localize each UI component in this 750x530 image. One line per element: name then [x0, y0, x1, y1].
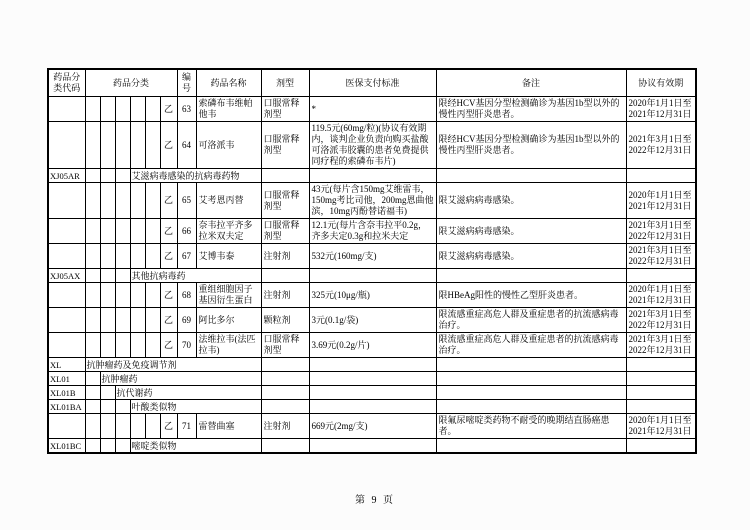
cell-period: 2020年1月1日至2021年12月31日 — [626, 283, 696, 308]
section-label: 抗肿瘤药及免疫调节剂 — [85, 358, 261, 372]
cell-period: 2021年3月1日至2022年12月31日 — [626, 122, 696, 169]
cell-empty — [261, 372, 309, 386]
cell-empty — [436, 269, 626, 283]
cell-number: 67 — [177, 244, 196, 269]
cell-list-type: 乙 — [160, 219, 177, 244]
cell-class-code — [48, 183, 85, 219]
cell-class-code — [48, 414, 85, 439]
cell-class-code — [48, 308, 85, 333]
cell-empty — [309, 169, 436, 183]
cell-empty — [100, 219, 115, 244]
drug-row — [48, 283, 696, 308]
cell-empty — [145, 244, 160, 269]
cell-class-code: XJ05AR — [48, 169, 85, 183]
header-note: 备注 — [436, 69, 626, 97]
cell-class-code — [48, 283, 85, 308]
cell-class-code: XL01B — [48, 386, 85, 400]
cell-list-type: 乙 — [160, 244, 177, 269]
category-section-row — [48, 358, 696, 372]
cell-class-code: XL01BA — [48, 400, 85, 414]
cell-note: 限艾滋病病毒感染。 — [436, 183, 626, 219]
cell-number: 66 — [177, 219, 196, 244]
header-agreement-period: 协议有效期 — [626, 69, 696, 97]
cell-empty — [115, 169, 130, 183]
cell-empty — [130, 414, 145, 439]
cell-empty — [85, 219, 100, 244]
cell-empty — [145, 183, 160, 219]
cell-empty — [261, 386, 309, 400]
cell-period: 2021年3月1日至2022年12月31日 — [626, 219, 696, 244]
cell-dosage-form: 口服常释剂型 — [261, 122, 309, 169]
cell-empty — [436, 372, 626, 386]
cell-empty — [261, 358, 309, 372]
cell-empty — [261, 169, 309, 183]
cell-empty — [130, 244, 145, 269]
cell-dosage-form: 注射剂 — [261, 244, 309, 269]
cell-empty — [115, 219, 130, 244]
cell-empty — [130, 183, 145, 219]
cell-payment-standard: 3.69元(0.2g/片) — [309, 333, 436, 358]
cell-empty — [115, 244, 130, 269]
cell-empty — [309, 386, 436, 400]
cell-empty — [85, 400, 100, 414]
cell-number: 70 — [177, 333, 196, 358]
cell-list-type: 乙 — [160, 414, 177, 439]
cell-empty — [100, 169, 115, 183]
cell-empty — [115, 414, 130, 439]
cell-empty — [130, 122, 145, 169]
table-header-row — [48, 69, 696, 97]
cell-class-code — [48, 97, 85, 122]
cell-empty — [85, 386, 100, 400]
section-label: 抗代谢药 — [115, 386, 261, 400]
cell-period: 2021年3月1日至2022年12月31日 — [626, 333, 696, 358]
cell-drug-name: 艾博韦泰 — [196, 244, 261, 269]
cell-empty — [261, 269, 309, 283]
cell-empty — [85, 333, 100, 358]
cell-empty — [626, 358, 696, 372]
cell-payment-standard: 532元(160mg/支) — [309, 244, 436, 269]
cell-empty — [85, 372, 100, 386]
cell-empty — [85, 283, 100, 308]
cell-list-type: 乙 — [160, 308, 177, 333]
cell-empty — [309, 439, 436, 454]
cell-period: 2021年3月1日至2022年12月31日 — [626, 244, 696, 269]
header-class-code: 药品分类代码 — [48, 69, 85, 97]
cell-drug-name: 奈韦拉平齐多拉米双夫定 — [196, 219, 261, 244]
cell-dosage-form: 颗粒剂 — [261, 308, 309, 333]
cell-empty — [145, 219, 160, 244]
cell-empty — [85, 97, 100, 122]
cell-drug-name: 重组细胞因子基因衍生蛋白 — [196, 283, 261, 308]
category-section-row — [48, 269, 696, 283]
cell-empty — [626, 372, 696, 386]
category-section-row — [48, 372, 696, 386]
cell-note: 限氟尿嘧啶类药物不耐受的晚期结直肠癌患者。 — [436, 414, 626, 439]
cell-empty — [115, 122, 130, 169]
cell-period: 2020年1月1日至2021年12月31日 — [626, 183, 696, 219]
cell-empty — [626, 400, 696, 414]
cell-empty — [261, 400, 309, 414]
section-label: 叶酸类似物 — [130, 400, 261, 414]
drug-row — [48, 244, 696, 269]
cell-list-type: 乙 — [160, 283, 177, 308]
cell-payment-standard: 43元(每片含150mg艾维雷韦，150mg考比司他，200mg恩曲他滨，10mg丙酚替诺福韦) — [309, 183, 436, 219]
cell-empty — [130, 333, 145, 358]
header-dosage-form: 剂型 — [261, 69, 309, 97]
cell-empty — [85, 308, 100, 333]
cell-empty — [100, 244, 115, 269]
cell-drug-name: 可洛派韦 — [196, 122, 261, 169]
cell-empty — [145, 283, 160, 308]
cell-empty — [100, 386, 115, 400]
cell-number: 69 — [177, 308, 196, 333]
cell-payment-standard: 119.5元(60mg/粒)(协议有效期内，谈判企业负责向购买盐酸可洛派韦胶囊的患者免费提供同疗程的索磷布韦片) — [309, 122, 436, 169]
cell-empty — [626, 269, 696, 283]
cell-drug-name: 雷替曲塞 — [196, 414, 261, 439]
cell-payment-standard: * — [309, 97, 436, 122]
cell-class-code — [48, 219, 85, 244]
cell-dosage-form: 口服常释剂型 — [261, 183, 309, 219]
cell-empty — [145, 308, 160, 333]
cell-empty — [436, 439, 626, 454]
cell-number: 64 — [177, 122, 196, 169]
cell-empty — [100, 97, 115, 122]
cell-class-code — [48, 333, 85, 358]
cell-empty — [436, 400, 626, 414]
cell-empty — [100, 183, 115, 219]
cell-class-code: XL01BC — [48, 439, 85, 454]
cell-empty — [130, 219, 145, 244]
cell-empty — [309, 269, 436, 283]
cell-note: 限HBeAg阳性的慢性乙型肝炎患者。 — [436, 283, 626, 308]
cell-empty — [309, 358, 436, 372]
cell-empty — [115, 439, 130, 454]
cell-empty — [115, 400, 130, 414]
cell-empty — [100, 333, 115, 358]
cell-empty — [130, 283, 145, 308]
cell-empty — [115, 308, 130, 333]
header-category: 药品分类 — [85, 69, 177, 97]
cell-period: 2020年1月1日至2021年12月31日 — [626, 97, 696, 122]
drug-row — [48, 308, 696, 333]
cell-note: 限流感重症高危人群及重症患者的抗流感病毒治疗。 — [436, 308, 626, 333]
cell-dosage-form: 口服常释剂型 — [261, 97, 309, 122]
cell-payment-standard: 669元(2mg/支) — [309, 414, 436, 439]
page-number: 第 9 页 — [355, 495, 395, 506]
cell-empty — [626, 386, 696, 400]
cell-empty — [436, 169, 626, 183]
cell-empty — [85, 414, 100, 439]
header-drug-name: 药品名称 — [196, 69, 261, 97]
cell-period: 2020年1月1日至2021年12月31日 — [626, 414, 696, 439]
cell-empty — [130, 308, 145, 333]
header-payment-standard: 医保支付标准 — [309, 69, 436, 97]
cell-empty — [85, 269, 100, 283]
category-section-row — [48, 439, 696, 454]
section-label: 其他抗病毒药 — [130, 269, 261, 283]
cell-empty — [85, 439, 100, 454]
cell-empty — [145, 122, 160, 169]
drug-row — [48, 219, 696, 244]
cell-note: 限经HCV基因分型检测确诊为基因1b型以外的慢性丙型肝炎患者。 — [436, 122, 626, 169]
cell-class-code: XL — [48, 358, 85, 372]
cell-list-type: 乙 — [160, 97, 177, 122]
cell-empty — [100, 122, 115, 169]
cell-empty — [85, 122, 100, 169]
cell-empty — [115, 97, 130, 122]
drug-row — [48, 414, 696, 439]
cell-class-code — [48, 122, 85, 169]
cell-empty — [115, 269, 130, 283]
cell-empty — [100, 439, 115, 454]
drug-row — [48, 183, 696, 219]
category-section-row — [48, 386, 696, 400]
cell-empty — [261, 439, 309, 454]
cell-note: 限流感重症高危人群及重症患者的抗流感病毒治疗。 — [436, 333, 626, 358]
cell-list-type: 乙 — [160, 122, 177, 169]
cell-payment-standard: 12.1元(每片含奈韦拉平0.2g，齐多夫定0.3g和拉米夫定 — [309, 219, 436, 244]
section-label: 抗肿瘤药 — [100, 372, 261, 386]
cell-list-type: 乙 — [160, 333, 177, 358]
cell-class-code — [48, 244, 85, 269]
cell-number: 71 — [177, 414, 196, 439]
table-body — [48, 97, 696, 454]
category-section-row — [48, 169, 696, 183]
cell-note: 限艾滋病病毒感染。 — [436, 244, 626, 269]
cell-empty — [115, 333, 130, 358]
cell-empty — [115, 183, 130, 219]
cell-number: 68 — [177, 283, 196, 308]
cell-empty — [309, 400, 436, 414]
drug-catalog-table — [47, 68, 697, 454]
cell-empty — [100, 269, 115, 283]
section-label: 嘧啶类似物 — [130, 439, 261, 454]
cell-empty — [100, 400, 115, 414]
cell-empty — [309, 372, 436, 386]
cell-dosage-form: 口服常释剂型 — [261, 219, 309, 244]
cell-note: 限艾滋病病毒感染。 — [436, 219, 626, 244]
drug-row — [48, 122, 696, 169]
cell-empty — [130, 97, 145, 122]
cell-empty — [145, 414, 160, 439]
category-section-row — [48, 400, 696, 414]
cell-drug-name: 阿比多尔 — [196, 308, 261, 333]
drug-row — [48, 97, 696, 122]
cell-dosage-form: 口服常释剂型 — [261, 333, 309, 358]
cell-class-code: XL01 — [48, 372, 85, 386]
cell-empty — [100, 283, 115, 308]
header-number: 编号 — [177, 69, 196, 97]
cell-empty — [100, 414, 115, 439]
cell-drug-name: 艾考恩丙替 — [196, 183, 261, 219]
cell-empty — [145, 333, 160, 358]
cell-empty — [626, 169, 696, 183]
cell-empty — [436, 386, 626, 400]
cell-empty — [115, 283, 130, 308]
section-label: 艾滋病毒感染的抗病毒药物 — [130, 169, 261, 183]
cell-number: 65 — [177, 183, 196, 219]
cell-empty — [145, 97, 160, 122]
cell-empty — [85, 244, 100, 269]
cell-period: 2021年3月1日至2022年12月31日 — [626, 308, 696, 333]
cell-note: 限经HCV基因分型检测确诊为基因1b型以外的慢性丙型肝炎患者。 — [436, 97, 626, 122]
cell-drug-name: 法维拉韦(法匹拉韦) — [196, 333, 261, 358]
cell-list-type: 乙 — [160, 183, 177, 219]
drug-row — [48, 333, 696, 358]
cell-empty — [85, 183, 100, 219]
cell-empty — [100, 308, 115, 333]
cell-class-code: XJ05AX — [48, 269, 85, 283]
cell-dosage-form: 注射剂 — [261, 283, 309, 308]
cell-payment-standard: 325元(10μg/瓶) — [309, 283, 436, 308]
cell-empty — [626, 439, 696, 454]
cell-drug-name: 索磷布韦维帕他韦 — [196, 97, 261, 122]
cell-payment-standard: 3元(0.1g/袋) — [309, 308, 436, 333]
cell-empty — [85, 169, 100, 183]
cell-dosage-form: 注射剂 — [261, 414, 309, 439]
cell-number: 63 — [177, 97, 196, 122]
cell-empty — [436, 358, 626, 372]
